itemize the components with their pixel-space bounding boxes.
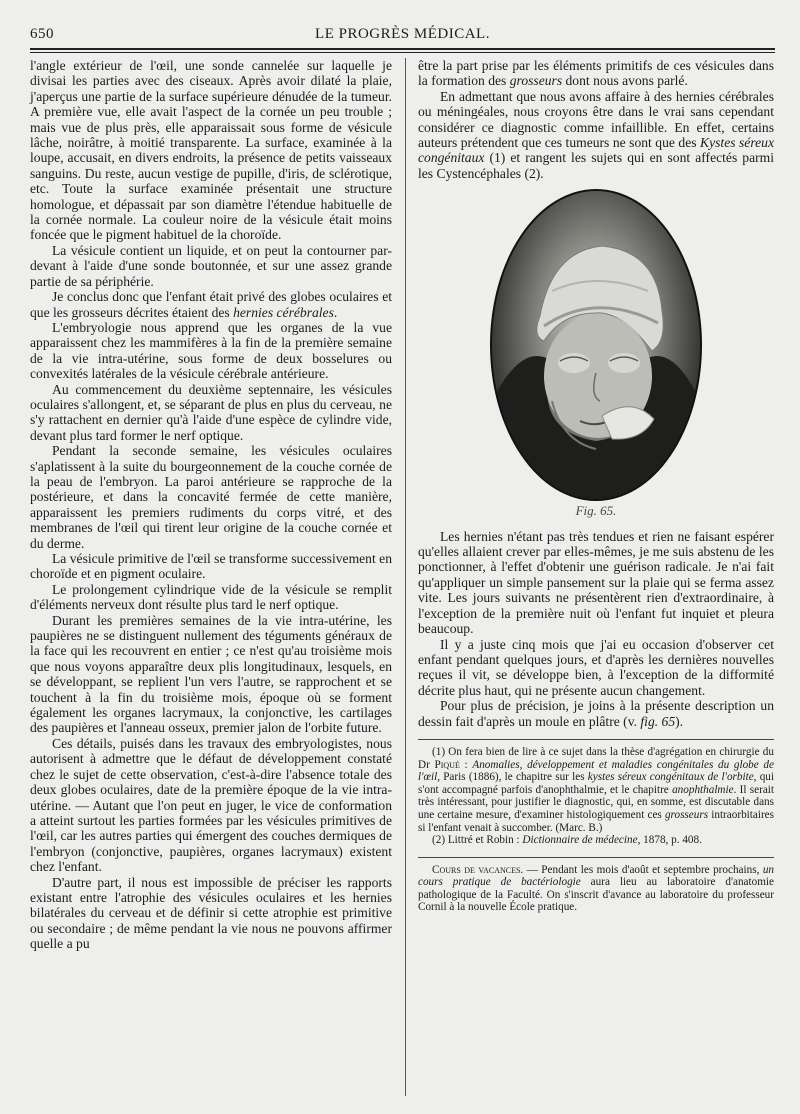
emphasis: Dictionnaire de médecine — [522, 834, 638, 847]
paragraph: l'angle extérieur de l'œil, une sonde cannelée sur laquelle je divisai les parties avec des ciseaux. Après avoir dilaté la plaie, j'aperçus une partie de la surface supérieure dénudée de la tumeur. A première vue, elle avait l'aspect de la cornée un peu trouble ; mais vue de plus près, elle apparaissait sous forme de vésicule lâche, noirâtre, à moitié transparente. La surface, examinée à la loupe, accusait, en divers endroits, la présence de petits vaisseaux sanguins. Du reste, aucun vestige de pupille, d'iris, de sclérotique, etc. Toute la surface examinée présentait une structure homologue, et dépassait par son diamètre l'étendue habituelle de la cornée normale. La couleur noire de la vésicule était moins foncée que le pigment habituel de la choroïde. — [30, 58, 392, 243]
plaster-cast-photograph — [492, 191, 700, 499]
paragraph — [30, 289, 392, 320]
footnote-2 — [418, 834, 774, 847]
notice-cours-de-vacances — [418, 857, 774, 914]
header-rule — [30, 48, 775, 53]
text: : — [459, 758, 473, 771]
paragraph: Au commencement du deuxième septennaire, les vésicules oculaires s'allongent, et, se séparant de plus en plus du cerveau, ne s'y rattachent en dernier qu'à l'aide d'une espèce de cylindre vide, devant plus tard former le nerf optique. — [30, 381, 392, 443]
running-title: LE PROGRÈS MÉDICAL. — [315, 26, 490, 42]
text: être la part prise par les éléments primitifs de ces vésicules dans la formation des — [418, 58, 774, 89]
paragraph: La vésicule contient un liquide, et on peut la contourner par-devant à l'aide d'une sonde boutonnée, et sur une assez grande partie de sa périphérie. — [30, 242, 392, 289]
text: (1) On fera bien de lire à ce sujet dans la thèse d'agrégation en chirurgie du Dr — [418, 745, 774, 771]
text: , 1878, p. 408. — [637, 834, 702, 847]
text: Pour plus de précision, je joins à la présente description un dessin fait d'après un moule en plâtre (v. — [418, 698, 774, 729]
emphasis: fig. 65 — [640, 713, 676, 729]
paragraph — [418, 698, 774, 729]
text: . Il serait très intéressant, pour justifier le diagnostic, qui, en somme, est discutable dans une certaine mesure, d'examiner histologiquement ces — [418, 783, 775, 821]
text: (1) et rangent les sujets qui en sont affectés parmi les Cystencéphales (2). — [418, 150, 774, 181]
page-header — [30, 26, 775, 46]
emphasis: kystes séreux congénitaux de l'orbite — [587, 771, 754, 784]
emphasis: Anomalies, développement et maladies congénitales du globe de l'œil — [418, 758, 774, 784]
paragraph: D'autre part, il nous est impossible de préciser les rapports existant entre l'atrophie des vésicules oculaires et les hernies bilatérales du cerveau et de définir si cette atrophie est primitive ou secondaire ; de même pendant la vie nous ne pouvons affirmer quelle a pu — [30, 874, 392, 952]
column-divider — [405, 58, 406, 1096]
text: , Paris (1886), le chapitre sur les — [437, 771, 588, 784]
paragraph — [418, 58, 774, 89]
text: dont nous avons parlé. — [562, 73, 688, 89]
emphasis: Kystes séreux congénitaux — [418, 135, 774, 166]
photograph-oval-frame — [490, 189, 702, 501]
emphasis: un cours pratique de bactériologie — [418, 863, 774, 889]
text: (2) Littré et Robin : — [432, 834, 523, 847]
emphasis: grosseurs — [664, 808, 709, 821]
paragraph: Durant les premières semaines de la vie intra-utérine, les paupières ne se distinguent nullement des téguments généraux de la face qui les recouvrent en entier ; ce n'est qu'au troisième mois que nous voyons apparaître deux plis longitudinaux, lesquels, en se développant, se replient l'un vers l'autre, se rapprochent et se touchent à la fin du troisième mois, époque où se forment également les organes lacrymaux, la conjonctive, les cartilages des paupières et l'anneau osseux, premier jalon de l'orbite future. — [30, 612, 392, 736]
page-number: 650 — [30, 26, 54, 42]
text: . — [333, 304, 338, 320]
footnote-1 — [418, 746, 774, 834]
paragraph: Le prolongement cylindrique vide de la vésicule se remplit d'éléments nerveux dont résulte plus tard le nerf optique. — [30, 581, 392, 613]
paragraph: Ces détails, puisés dans les travaux des embryologistes, nous autorisent à admettre que le défaut de développement constaté chez le sujet de cette observation, c'est-à-dire l'absence totale des deux globes oculaires, date de la première époque de la vie intra-utérine. — Autant que l'on peut en juger, le vice de conformation a atteint surtout les parties formées par les vésicules primitives de l'œil, car les autres parties qui émergent des couches dermiques de l'embryon (conjonctive, paupières, organes lacrymaux) existent chez l'enfant. — [30, 735, 392, 875]
paragraph — [418, 89, 774, 181]
notice-heading: Cours de vacances. — [432, 863, 524, 876]
paragraph: Les hernies n'étant pas très tendues et rien ne faisant espérer qu'elles allaient crever par elles-mêmes, je me suis abstenu de les ponctionner, à l'effet d'obtenir une guérison radicale. Je n'ai fait qu'appliquer un simple pansement sur la plaie qui se ferma assez vite. Les jours suivants ne présentèrent rien d'extraordinaire, à l'exception de la première nuit où l'enfant fut inquiet et pleura beaucoup. — [418, 528, 774, 637]
text: En admettant que nous avons affaire à des hernies cérébrales ou méningéales, nous croyons être dans le vrai sans cependant considérer ce diagnostic comme infaillible. En effet, certains auteurs prétendent que ces tumeurs ne sont que des — [418, 88, 774, 151]
paragraph: L'embryologie nous apprend que les organes de la vue apparaissent chez les mammifères à la fin de la première semaine de la vie intra-utérine, sous forme de deux bosselures ou convexités latérales de la vésicule cérébrale antérieure. — [30, 319, 392, 382]
author-name: Piqué — [434, 758, 460, 771]
text: intraorbitaires si l'enfant venait à succomber. (Marc. B.) — [418, 808, 774, 834]
paragraph: Pendant la seconde semaine, les vésicules oculaires s'aplatissent à la suite du bourgeonnement de la couche cornée de la peau de l'embryon. La paroi antérieure se rapproche de la postérieure, et dans la concavité fermée de cette manière, apparaissent les premiers rudiments du corps vitré, et des membranes de l'œil qui tirent leur origine de la couche cornée et du derme. — [30, 443, 392, 551]
figure — [418, 189, 774, 518]
text: , qui s'ont accompagné parfois d'anophthalmie, et le chapitre — [418, 771, 774, 796]
paragraph: Il y a juste cinq mois que j'ai eu occasion d'observer cet enfant pendant quelques jours, et d'après les dernières nouvelles reçues il vit, se développe bien, à l'exception de la difformité décrite plus haut, qui ne présente aucun changement. — [418, 636, 774, 698]
figure-caption: Fig. 65. — [575, 503, 617, 519]
text: ). — [675, 713, 684, 729]
left-column — [30, 58, 392, 952]
notice-paragraph — [418, 864, 774, 914]
text: aura lieu au laboratoire d'anatomie pathologique de la Faculté. On s'inscrit d'avance au laboratoire du professeur Cornil à la nouvelle École pratique. — [418, 876, 775, 914]
emphasis: anophthalmie — [672, 783, 734, 796]
footnotes — [418, 739, 774, 847]
emphasis: grosseurs — [509, 73, 563, 89]
text: Je conclus donc que l'enfant était privé des globes oculaires et que les grosseurs décrites étaient des — [30, 289, 392, 320]
emphasis: hernies cérébrales — [233, 304, 334, 320]
right-column — [418, 58, 774, 914]
paragraph: La vésicule primitive de l'œil se transforme successivement en choroïde et en pigment oculaire. — [30, 551, 392, 582]
text: — Pendant les mois d'août et septembre prochains, — [523, 863, 763, 876]
